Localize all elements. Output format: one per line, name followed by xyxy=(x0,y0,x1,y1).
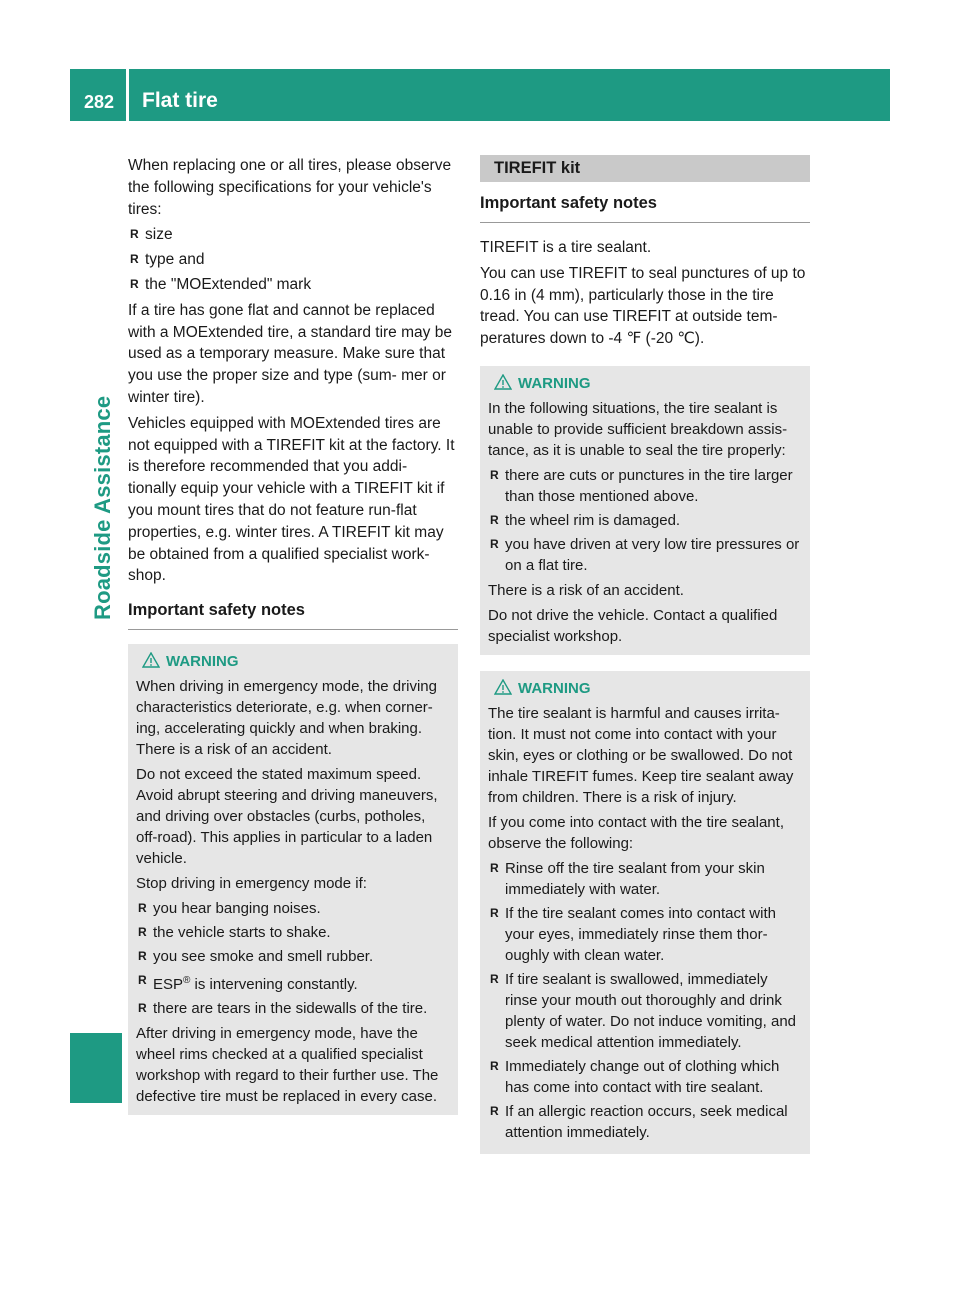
list-item: R you hear banging noises. xyxy=(136,898,450,919)
list-item: R If an allergic reaction occurs, seek medical attention immediately. xyxy=(488,1101,802,1143)
side-label-text: Roadside Assistance xyxy=(90,395,115,620)
paragraph: In the following situations, the tire sealant is unable to provide sufficient breakdown assis- tance, as it is unable to seal the tire properly: xyxy=(488,399,788,459)
registered-mark: ® xyxy=(183,975,191,987)
paragraph: Do not drive the vehicle. Contact a qualified specialist workshop. xyxy=(488,606,778,645)
paragraph: If a tire has gone flat and cannot be replaced with a MOExtended tire, a standard tire may be used as a temporary measure. Make sure that you use the proper size and type (sum- mer or winter tire). xyxy=(128,301,452,406)
paragraph: TIREFIT is a tire sealant. xyxy=(480,239,652,256)
list-item: R size xyxy=(128,224,458,246)
paragraph: When driving in emergency mode, the driving characteristics deteriorate, e.g. when corner- ing, accelerating quickly and when braking. There is a risk of an accident. xyxy=(136,678,437,759)
esp-text: is intervening constantly. xyxy=(190,976,358,994)
page-title: Flat tire xyxy=(142,89,218,112)
warning-box xyxy=(480,671,810,1154)
warning-box xyxy=(128,644,458,1115)
paragraph: If you come into contact with the tire sealant, observe the following: xyxy=(488,813,784,852)
section-heading-tirefit: TIREFIT kit xyxy=(480,155,810,182)
warning-list xyxy=(488,858,802,1143)
page-number: 282 xyxy=(84,92,115,112)
paragraph: There is a risk of an accident. xyxy=(488,581,684,599)
list-item: R there are cuts or punctures in the tire larger than those mentioned above. xyxy=(488,465,802,507)
paragraph: You can use TIREFIT to seal punctures of up to 0.16 in (4 mm), particularly those in the tire tread. You can use TIREFIT at outside tem- peratures down to -4 ℉ (-20 ℃). xyxy=(480,264,806,348)
left-column xyxy=(128,155,458,1131)
list-item: R Rinse off the tire sealant from your skin immediately with water. xyxy=(488,858,802,900)
esp-label: ESP xyxy=(153,976,184,994)
warning-triangle-icon xyxy=(142,652,160,668)
warning-list xyxy=(488,465,802,576)
warning-header xyxy=(488,679,802,699)
list-item: R type and xyxy=(128,249,458,271)
warning-header xyxy=(488,374,802,394)
list-item: R If tire sealant is swallowed, immediately rinse your mouth out thoroughly and drink plenty of water. Do not induce vomiting, and seek medical attention immediately. xyxy=(488,969,802,1053)
list-item: R there are tears in the sidewalls of the tire. xyxy=(136,998,450,1019)
list-item: R you have driven at very low tire pressures or on a flat tire. xyxy=(488,534,802,576)
list-item: R you see smoke and smell rubber. xyxy=(136,946,450,967)
paragraph: Stop driving in emergency mode if: xyxy=(136,875,367,893)
tire-spec-list xyxy=(128,224,458,295)
list-item: R the wheel rim is damaged. xyxy=(488,510,802,531)
warning-title: WARNING xyxy=(166,653,239,671)
warning-list xyxy=(136,898,450,1019)
list-item xyxy=(136,970,450,995)
side-tab xyxy=(70,1033,122,1103)
paragraph: After driving in emergency mode, have the wheel rims checked at a qualified specialist workshop with regard to their further use. The defective tire must be replaced in every case. xyxy=(136,1025,439,1106)
intro-paragraph: When replacing one or all tires, please observe the following specifications for your vehicle's tires: xyxy=(128,157,452,218)
list-item: R If the tire sealant comes into contact with your eyes, immediately rinse them thor- oughly with clean water. xyxy=(488,903,802,966)
warning-box xyxy=(480,366,810,655)
warning-triangle-icon xyxy=(494,679,512,695)
warning-title: WARNING xyxy=(518,374,591,392)
right-column xyxy=(480,155,810,1170)
list-item: R the vehicle starts to shake. xyxy=(136,922,450,943)
warning-triangle-icon xyxy=(494,374,512,390)
warning-header xyxy=(136,652,450,672)
paragraph: Vehicles equipped with MOExtended tires are not equipped with a TIREFIT kit at the factory. It is therefore recommended that you addi- tionally equip your vehicle with a TIREFIT kit if you mount tires that do not feature run-flat properties, e.g. winter tires. A TIREFIT kit may be obtained from a qualified specialist work- shop. xyxy=(128,414,455,585)
section-heading: Important safety notes xyxy=(480,192,810,223)
warning-title: WARNING xyxy=(518,679,591,697)
list-item: R the "MOExtended" mark xyxy=(128,274,458,296)
section-heading: Important safety notes xyxy=(128,599,458,630)
paragraph: Do not exceed the stated maximum speed. Avoid abrupt steering and driving maneuvers, and driving over obstacles (curbs, potholes, off-road). This applies in particular to a laden vehicle. xyxy=(136,766,438,868)
paragraph: The tire sealant is harmful and causes irrita- tion. It must not come into contact with your skin, eyes or clothing or be swallowed. Do not inhale TIREFIT fumes. Keep tire sealant away from children. There is a risk of injury. xyxy=(488,704,794,806)
list-item: R Immediately change out of clothing which has come into contact with tire sealant. xyxy=(488,1056,802,1098)
